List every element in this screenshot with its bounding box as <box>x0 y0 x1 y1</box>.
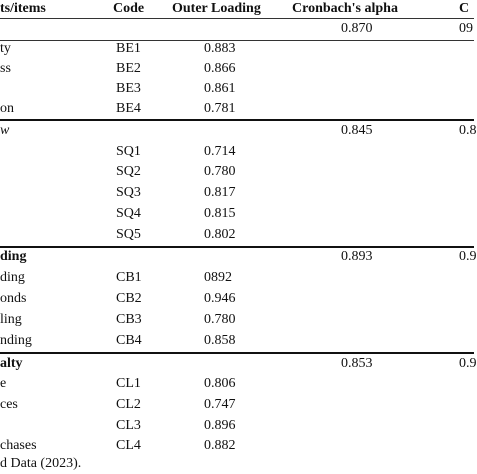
row-label: nding <box>0 333 32 348</box>
section-rule <box>0 40 474 41</box>
outer-loading-value: 0.882 <box>204 438 236 453</box>
item-code: SQ3 <box>116 185 141 200</box>
row-label: ces <box>0 397 18 412</box>
outer-loading-value: 0.896 <box>204 418 236 433</box>
row-label: ding <box>0 249 27 264</box>
item-code: BE1 <box>116 41 141 56</box>
item-code: CL3 <box>116 418 141 433</box>
outer-loading-value: 0.883 <box>204 41 236 56</box>
section-rule <box>0 246 474 248</box>
item-code: CL1 <box>116 376 141 391</box>
outer-loading-value: 0.714 <box>204 144 236 159</box>
row-label: ty <box>0 41 11 56</box>
row-label: ding <box>0 270 25 285</box>
item-code: CL4 <box>116 438 141 453</box>
outer-loading-value: 0.806 <box>204 376 236 391</box>
composite-reliability-value: 0.9 <box>459 356 477 371</box>
item-code: SQ1 <box>116 144 141 159</box>
cronbach-alpha-value: 0.845 <box>341 123 373 138</box>
row-label: onds <box>0 291 27 306</box>
cronbach-alpha-value: 0.853 <box>341 356 373 371</box>
item-code: BE3 <box>116 81 141 96</box>
header-rule <box>0 18 474 19</box>
outer-loading-value: 0.781 <box>204 101 236 116</box>
row-label: w <box>0 123 10 138</box>
header-composite-reliability: C <box>459 1 470 16</box>
item-code: CL2 <box>116 397 141 412</box>
item-code: SQ4 <box>116 206 141 221</box>
row-label: chases <box>0 438 37 453</box>
outer-loading-value: 0892 <box>204 270 232 285</box>
outer-loading-value: 0.815 <box>204 206 236 221</box>
cronbach-alpha-value: 0.870 <box>341 21 373 36</box>
header-constructs-items: ts/items <box>0 1 46 16</box>
outer-loading-value: 0.946 <box>204 291 236 306</box>
header-cronbachs-alpha: Cronbach's alpha <box>292 1 398 16</box>
outer-loading-value: 0.780 <box>204 312 236 327</box>
section-rule <box>0 119 474 121</box>
row-label: ling <box>0 312 22 327</box>
row-label: ss <box>0 61 11 76</box>
header-outer-loading: Outer Loading <box>172 1 261 16</box>
item-code: CB4 <box>116 333 142 348</box>
item-code: BE2 <box>116 61 141 76</box>
cronbach-alpha-value: 0.893 <box>341 249 373 264</box>
source-note: d Data (2023). <box>0 456 82 471</box>
composite-reliability-value: 0.9 <box>459 249 477 264</box>
outer-loading-value: 0.802 <box>204 227 236 242</box>
item-code: SQ2 <box>116 164 141 179</box>
outer-loading-value: 0.817 <box>204 185 236 200</box>
composite-reliability-value: 0.8 <box>459 123 477 138</box>
item-code: SQ5 <box>116 227 141 242</box>
outer-loading-value: 0.858 <box>204 333 236 348</box>
composite-reliability-value: 09 <box>459 21 473 36</box>
row-label: e <box>0 376 7 391</box>
item-code: CB2 <box>116 291 142 306</box>
outer-loading-value: 0.861 <box>204 81 236 96</box>
item-code: CB3 <box>116 312 142 327</box>
item-code: CB1 <box>116 270 142 285</box>
row-label: alty <box>0 356 23 371</box>
row-label: on <box>0 101 14 116</box>
item-code: BE4 <box>116 101 141 116</box>
outer-loading-value: 0.780 <box>204 164 236 179</box>
outer-loading-value: 0.866 <box>204 61 236 76</box>
header-code: Code <box>113 1 145 16</box>
section-rule <box>0 352 474 354</box>
outer-loading-value: 0.747 <box>204 397 236 412</box>
